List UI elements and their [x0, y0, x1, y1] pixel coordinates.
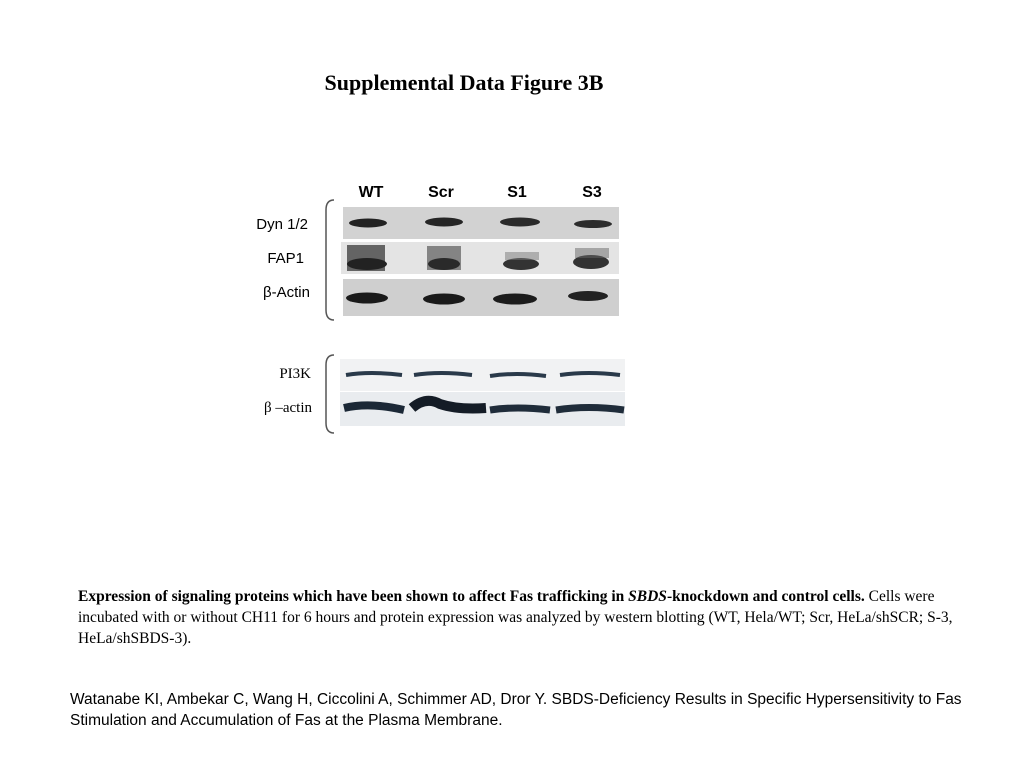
lane-label-wt: WT	[358, 184, 384, 201]
caption-title-gene: SBDS	[628, 588, 667, 605]
blot-pi3k	[340, 359, 625, 391]
row-label-dyn: Dyn 1/2	[256, 216, 308, 233]
lane-label-scr: Scr	[428, 184, 454, 201]
figure-caption	[78, 586, 978, 649]
citation: Watanabe KI, Ambekar C, Wang H, Ciccolini A, Schimmer AD, Dror Y. SBDS-Deficiency Results in Specific Hypersensitivity to Fas Stimulation and Accumulation of Fas at the Plasma Membrane.	[70, 691, 962, 729]
blot-beta-actin	[343, 279, 619, 316]
panel2-bracket	[318, 353, 338, 435]
lane-label-s1: S1	[507, 184, 527, 201]
figure-title: Supplemental Data Figure 3B	[324, 70, 604, 95]
row-label-beta-actin: β-Actin	[263, 284, 310, 301]
blot-beta-actin-2	[340, 392, 625, 426]
caption-body: Cells were incubated with or without CH11 for 6 hours and protein expression was analyzed by western blotting (WT, Hela/WT; Scr, HeLa/shSCR; S-3, HeLa/shSBDS-3).	[78, 588, 953, 647]
caption-title-prefix: Expression of signaling proteins which have been shown to affect Fas trafficking in	[78, 588, 629, 605]
blot-fap1	[341, 242, 619, 274]
row-label-beta-actin-2: β –actin	[263, 400, 312, 416]
blot-dyn	[343, 207, 619, 239]
caption-title-suffix: -knockdown and control cells.	[666, 588, 865, 605]
panel1-bracket	[318, 198, 338, 322]
row-label-fap1: FAP1	[267, 250, 304, 267]
lane-label-s3: S3	[582, 184, 602, 201]
row-label-pi3k: PI3K	[279, 366, 311, 382]
